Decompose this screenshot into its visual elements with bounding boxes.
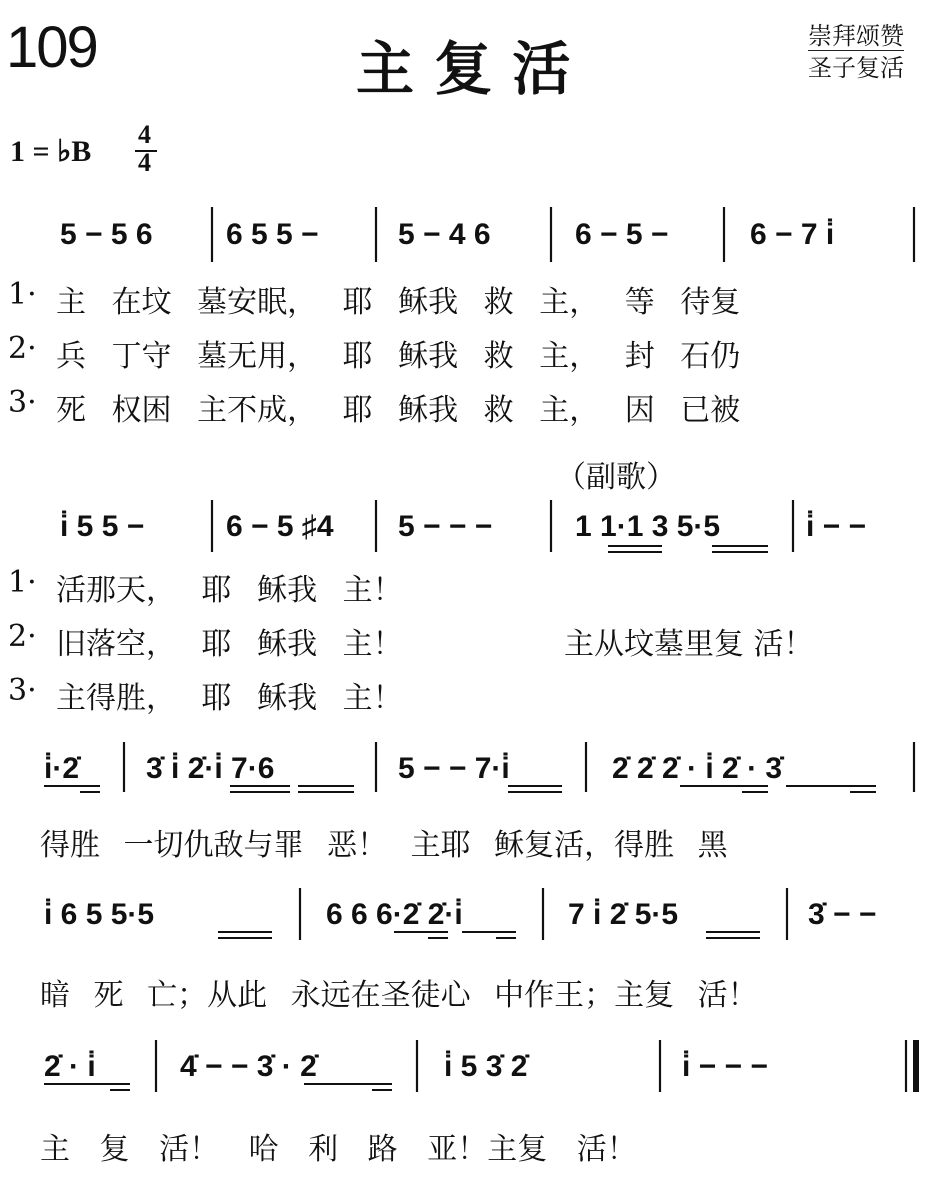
time-signature-top: 4	[138, 120, 151, 149]
measure: i̇ 5 5 −	[60, 510, 145, 543]
lyric-line: 主 复 活！ 哈 利 路 亚！主复 活！	[40, 1132, 637, 1167]
key-signature: 1 = ♭B	[10, 135, 92, 168]
verse-number: 1·	[8, 277, 37, 312]
verse-lyric: 兵 丁守 墓无用， 耶 稣我 救 主， 封 石仍	[56, 339, 741, 374]
lyric-line: 暗 死 亡；从此 永远在圣徒心 中作王；主复 活！	[40, 978, 758, 1013]
verse-lyric: 主得胜， 耶 稣我 主！	[56, 681, 403, 716]
measure: i̇ 5 3̇ 2̇	[444, 1050, 528, 1083]
measure: 3̇ i̇ 2̇·i̇ 7·6	[146, 752, 275, 785]
lyric-line: 得胜 一切仇敌与罪 恶！ 主耶 稣复活，得胜 黑	[40, 828, 728, 863]
measure: 6 − 7 i̇	[750, 218, 835, 251]
measure: 2̇ · i̇	[44, 1050, 96, 1083]
hymn-title: 主 复 活	[356, 35, 571, 103]
hymn-number: 109	[6, 15, 97, 80]
refrain-label: （副歌）	[556, 460, 676, 495]
measure: 6 − 5 ♯4	[226, 510, 334, 543]
hymn-category: 崇拜颂赞	[808, 22, 904, 50]
measure: i̇ − − −	[682, 1050, 768, 1083]
measure: 6 5 5 −	[226, 218, 319, 251]
verse-number: 1·	[8, 565, 37, 600]
refrain-lyric: 主从坟墓里复 活！	[564, 627, 814, 662]
measure: 1 1·1 3 5·5	[575, 510, 721, 543]
verse-lyric: 主 在坟 墓安眠， 耶 稣我 救 主， 等 待复	[56, 285, 741, 320]
verse-number: 2·	[8, 331, 37, 366]
measure: 6 6 6·2̇ 2̇·i̇	[326, 898, 463, 931]
hymn-subcategory: 圣子复活	[808, 54, 904, 82]
measure: i̇·2̇	[44, 752, 80, 785]
measure: 5 − − −	[398, 510, 493, 543]
time-signature-bottom: 4	[138, 148, 151, 177]
measure: 3̇ − −	[808, 898, 877, 931]
verse-lyric: 死 权困 主不成， 耶 稣我 救 主， 因 已被	[56, 393, 741, 428]
measure: 4̇ − − 3̇ · 2̇	[180, 1050, 317, 1083]
measure: 6 − 5 −	[575, 218, 669, 251]
verse-lyric: 活那天， 耶 稣我 主！	[56, 573, 403, 608]
verse-lyric: 旧落空， 耶 稣我 主！	[56, 627, 403, 662]
verse-number: 3·	[8, 385, 37, 420]
verse-number: 3·	[8, 673, 37, 708]
measure: i̇ 6 5 5·5	[44, 898, 155, 931]
measure: 7 i̇ 2̇ 5·5	[568, 898, 679, 931]
measure: 5 − 5 6	[60, 218, 153, 251]
measure: 5 − − 7·i̇	[398, 752, 510, 785]
verse-number: 2·	[8, 619, 37, 654]
measure: i̇ − −	[806, 510, 867, 543]
measure: 5 − 4 6	[398, 218, 491, 251]
measure: 2̇ 2̇ 2̇ · i̇ 2̇ · 3̇	[612, 752, 783, 785]
